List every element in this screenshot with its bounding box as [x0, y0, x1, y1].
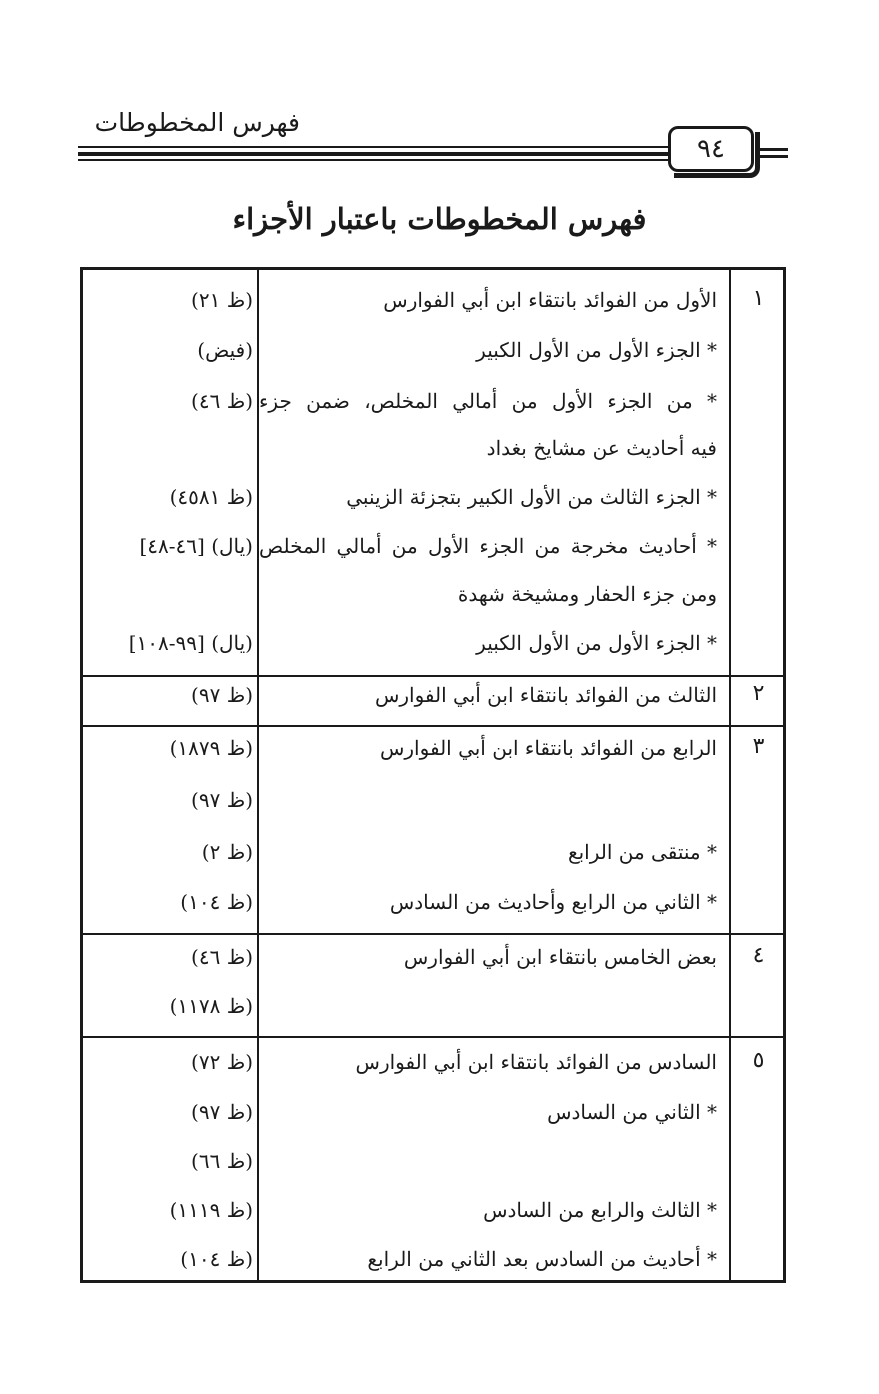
header-rule: [78, 152, 672, 156]
row-divider: [83, 725, 783, 727]
entry-number: ٤: [752, 943, 765, 968]
manuscript-title: الأول من الفوائد بانتقاء ابن أبي الفوارس: [383, 288, 717, 312]
manuscript-reference: (ظ ١٨٧٩): [169, 736, 253, 760]
manuscript-title: السادس من الفوائد بانتقاء ابن أبي الفوارس: [355, 1050, 717, 1074]
page-title: فهرس المخطوطات باعتبار الأجزاء: [232, 202, 647, 236]
page-number: ٩٤: [697, 134, 725, 164]
manuscript-title: الثالث من الفوائد بانتقاء ابن أبي الفوارس: [374, 683, 717, 707]
entry-number: ٢: [752, 681, 765, 706]
manuscript-title: فيه أحاديث عن مشايخ بغداد: [486, 436, 717, 460]
column-divider: [257, 270, 259, 1280]
manuscript-reference: (ظ ١٠٤): [180, 890, 253, 914]
manuscript-title: * منتقى من الرابع: [567, 840, 717, 864]
manuscript-reference: (فيض): [197, 338, 253, 362]
manuscript-reference: (ظ ٩٧): [191, 1100, 253, 1124]
manuscript-title: * من الجزء الأول من أمالي المخلص، ضمن جزء: [259, 389, 717, 413]
manuscript-title: * الجزء الأول من الأول الكبير: [476, 631, 717, 655]
manuscript-title: * الثالث والرابع من السادس: [483, 1198, 717, 1222]
manuscript-title: الرابع من الفوائد بانتقاء ابن أبي الفوارس: [379, 736, 717, 760]
manuscript-reference: (ظ ٦٦): [191, 1149, 253, 1173]
manuscript-reference: (ظ ٩٧): [191, 683, 253, 707]
index-table: [80, 267, 786, 1283]
manuscript-reference: (ظ ١٠٤): [180, 1247, 253, 1271]
manuscript-title: * أحاديث مخرجة من الجزء الأول من أمالي المخلص: [259, 534, 717, 558]
manuscript-reference: (ظ ٤٦): [191, 389, 253, 413]
row-divider: [83, 1036, 783, 1038]
row-divider: [83, 675, 783, 677]
header-rule: [78, 146, 672, 148]
manuscript-title: * الجزء الثالث من الأول الكبير بتجزئة الزينبي: [346, 485, 717, 509]
row-divider: [83, 933, 783, 935]
manuscript-reference: (ظ ١١١٩): [169, 1198, 253, 1222]
running-title: فهرس المخطوطات: [94, 108, 300, 137]
manuscript-title: * الجزء الأول من الأول الكبير: [476, 338, 717, 362]
manuscript-title: * الثاني من الرابع وأحاديث من السادس: [389, 890, 717, 914]
manuscript-reference: (ظ ٧٢): [191, 1050, 253, 1074]
manuscript-reference: (ظ ٢١): [191, 288, 253, 312]
manuscript-reference: (ظ ٩٧): [191, 788, 253, 812]
manuscript-reference: (يال) [٩٩-١٠٨]: [128, 631, 253, 655]
entry-number: ٣: [752, 734, 765, 759]
manuscript-title: * الثاني من السادس: [547, 1100, 717, 1124]
manuscript-title: * أحاديث من السادس بعد الثاني من الرابع: [367, 1247, 717, 1271]
manuscript-reference: (ظ ٤٦): [191, 945, 253, 969]
manuscript-reference: (ظ ٢): [201, 840, 253, 864]
manuscript-title: بعض الخامس بانتقاء ابن أبي الفوارس: [403, 945, 717, 969]
manuscript-reference: (ظ ٤٥٨١): [169, 485, 253, 509]
entry-number: ١: [752, 286, 765, 311]
manuscript-reference: (ظ ١١٧٨): [169, 994, 253, 1018]
page-number-box: [668, 126, 754, 172]
header-rule: [78, 159, 672, 161]
header-rule-right: [758, 148, 788, 151]
header-rule-right: [758, 155, 788, 158]
manuscript-reference: (يال) [٤٦-٤٨]: [139, 534, 253, 558]
entry-number: ٥: [752, 1048, 765, 1073]
manuscript-title: ومن جزء الحفار ومشيخة شهدة: [457, 582, 717, 606]
column-divider: [729, 270, 731, 1280]
